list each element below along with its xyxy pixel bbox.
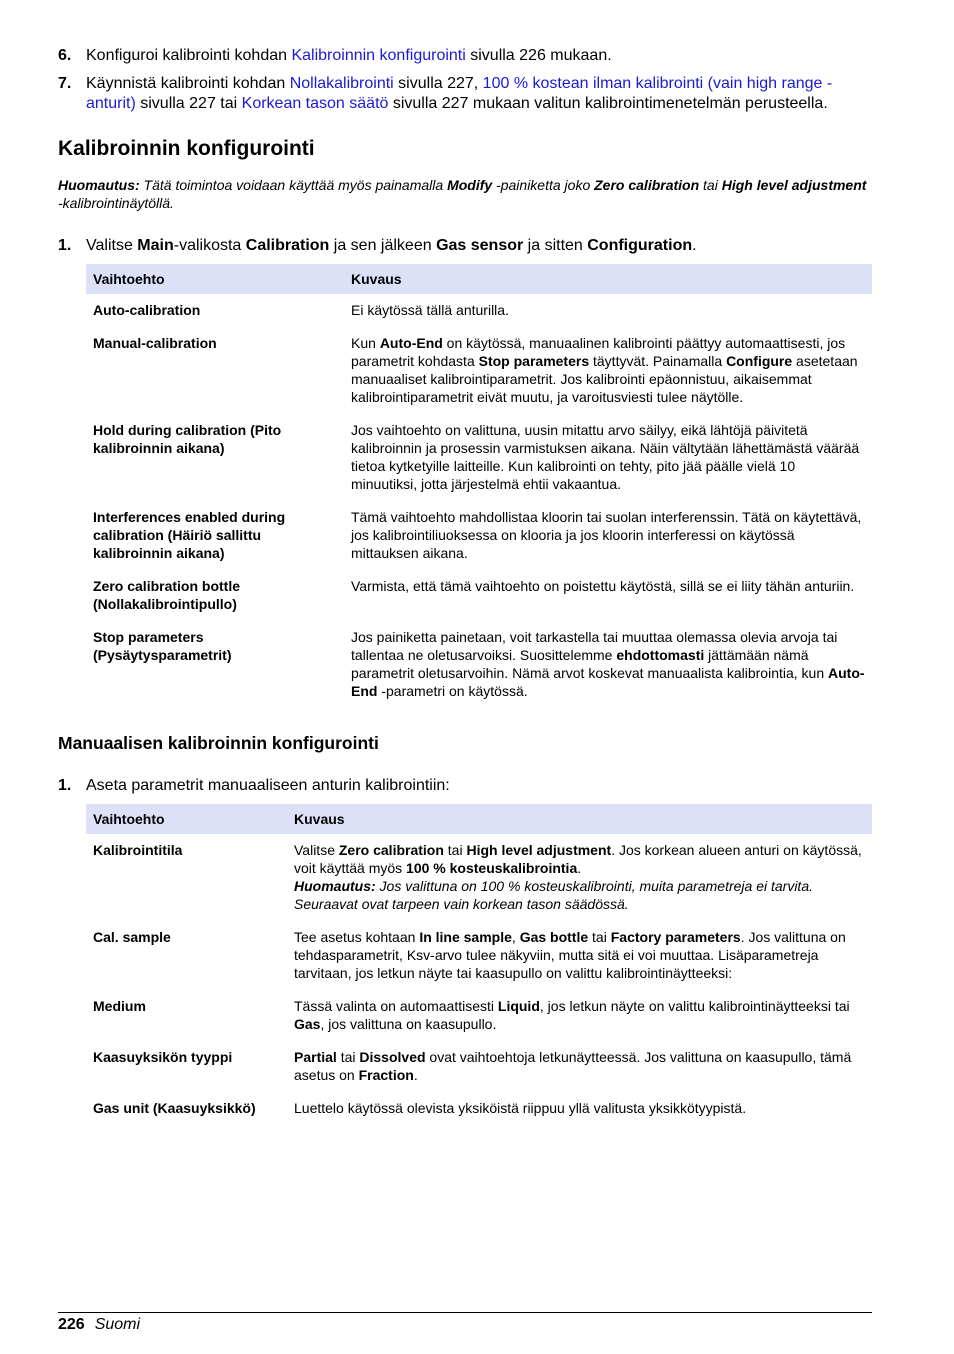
- options-table-calibration: [86, 264, 872, 708]
- option-description: [287, 990, 872, 1041]
- text-run: -kalibrointinäytöllä.: [58, 195, 174, 211]
- option-name: Zero calibration bottle (Nollakalibrointipullo): [93, 578, 241, 612]
- column-header-description: Kuvaus: [344, 264, 872, 294]
- emphasis-text: Gas: [294, 1016, 321, 1032]
- option-name: Hold during calibration (Pito kalibroinnin aikana): [93, 422, 282, 456]
- text-run: Tämä vaihtoehto mahdollistaa kloorin tai suolan interferenssin. Tätä on käytettävä, jos kalibrointiliuoksessa on klooria ja jos kloorin interferessi on käytössä mittauksen aikana.: [351, 509, 862, 561]
- text-run: -parametri on käytössä.: [377, 683, 528, 699]
- text-run: sivulla 227 tai: [135, 95, 242, 112]
- emphasis-text: Dissolved: [359, 1049, 426, 1065]
- text-run: -valikosta: [173, 237, 246, 254]
- table-header-row: [86, 264, 872, 294]
- table-row: [86, 1092, 872, 1125]
- text-run: ja sen jälkeen: [329, 237, 437, 254]
- text-run: Käynnistä kalibrointi kohdan: [86, 75, 290, 92]
- text-run: Konfiguroi kalibrointi kohdan: [86, 47, 292, 64]
- emphasis-text: Modify: [447, 177, 493, 193]
- steps-list: [58, 46, 872, 114]
- emphasis-text: ehdottomasti: [616, 647, 705, 663]
- table-row: [86, 294, 872, 327]
- list-item: [58, 74, 872, 114]
- emphasis-text: Gas sensor: [436, 237, 524, 254]
- option-description: [344, 414, 872, 501]
- table-row: [86, 414, 872, 501]
- text-run: Kun: [351, 335, 380, 351]
- emphasis-text: Liquid: [497, 998, 540, 1014]
- text-run: tai: [443, 842, 467, 858]
- option-description: [344, 501, 872, 570]
- option-name: Interferences enabled during calibration (Häiriö sallittu kalibroinnin aikana): [93, 509, 286, 561]
- text-run: .: [692, 237, 697, 254]
- text-run: Tee asetus kohtaan: [294, 929, 420, 945]
- note-text: [58, 176, 872, 212]
- section-title-manual-calibration-config: Manuaalisen kalibroinnin konfigurointi: [58, 733, 379, 753]
- text-run: Valitse: [294, 842, 339, 858]
- emphasis-text: Huomautus:: [294, 878, 376, 894]
- text-run: , jos valittuna on kaasupullo.: [320, 1016, 497, 1032]
- step-number: 1.: [58, 777, 72, 794]
- emphasis-text: High level adjustment: [466, 842, 612, 858]
- text-run: Aseta parametrit manuaaliseen anturin kalibrointiin:: [86, 777, 450, 794]
- list-item: [58, 776, 872, 796]
- text-run: ja sitten: [523, 237, 588, 254]
- table-row: [86, 834, 872, 921]
- text-run: Varmista, että tämä vaihtoehto on poistettu käytöstä, sillä se ei liity tähän anturiin.: [351, 578, 855, 594]
- emphasis-text: Huomautus:: [58, 177, 140, 193]
- column-header-option: Vaihtoehto: [86, 804, 287, 834]
- page-footer: [58, 1312, 872, 1335]
- cross-reference-link[interactable]: 100 % kostean ilman kalibrointi (vain high range -anturit): [86, 75, 833, 112]
- table-row: [86, 501, 872, 570]
- option-name: Manual-calibration: [93, 335, 217, 351]
- option-name: Auto-calibration: [93, 302, 201, 318]
- text-run: täyttyvät. Painamalla: [589, 353, 727, 369]
- text-run: asetetaan manuaaliset kalibrointiparametrit. Jos kalibrointi epäonnistuu, aikaisemmat kalibrointiparametrit eivät muutu, ja varoitusviesti tulee näytölle.: [351, 353, 858, 405]
- cross-reference-link[interactable]: Kalibroinnin konfigurointi: [291, 47, 466, 64]
- text-run: .: [413, 1067, 418, 1083]
- emphasis-text: Zero calibration: [594, 177, 700, 193]
- footer-language: Suomi: [94, 1316, 141, 1333]
- page-number: 226: [58, 1316, 85, 1333]
- text-run: sivulla 227 mukaan valitun kalibrointimenetelmän perusteella.: [388, 95, 828, 112]
- option-description: [344, 621, 872, 708]
- options-table-manual-calibration: [86, 804, 872, 1125]
- step-number: 1.: [58, 237, 72, 254]
- option-name: Kalibrointitila: [93, 842, 183, 858]
- text-run: ovat vaihtoehtoja letkunäytteessä. Jos valittuna on kaasupullo, tämä asetus on: [294, 1049, 852, 1083]
- text-run: -painiketta joko: [492, 177, 595, 193]
- emphasis-text: Zero calibration: [338, 842, 444, 858]
- text-run: on käytössä, manuaalinen kalibrointi päättyy automaattisesti, jos parametrit kohdasta: [351, 335, 846, 369]
- emphasis-text: Auto-End: [351, 665, 865, 699]
- emphasis-text: Factory parameters: [610, 929, 741, 945]
- text-run: ,: [511, 929, 520, 945]
- option-description: [287, 834, 872, 921]
- text-run: .: [577, 860, 582, 876]
- emphasis-text: Main: [137, 237, 174, 254]
- text-run: jättämään nämä parametrit oletusarvoihin. Nämä arvot koskevat manuaalista kalibrointia, kun: [351, 647, 829, 681]
- emphasis-text: Stop parameters: [478, 353, 590, 369]
- emphasis-text: Fraction: [358, 1067, 414, 1083]
- step-text: [86, 236, 872, 256]
- cross-reference-link[interactable]: Korkean tason säätö: [241, 95, 389, 112]
- list-item: [58, 46, 872, 66]
- emphasis-text: 100 % kosteuskalibrointia: [406, 860, 578, 876]
- step-number: 7.: [58, 75, 72, 92]
- text-run: Jos valittuna on 100 % kosteuskalibrointi, muita parametreja ei tarvita. Seuraavat ovat tarpeen vain korkean tason säädössä.: [294, 878, 814, 912]
- table-header-row: [86, 804, 872, 834]
- table-row: [86, 327, 872, 414]
- table-row: [86, 1041, 872, 1092]
- option-description: [344, 570, 872, 621]
- table-row: [86, 570, 872, 621]
- option-description: [344, 294, 872, 327]
- text-run: Luettelo käytössä olevista yksiköistä riippuu yllä valitusta yksikkötyypistä.: [294, 1100, 747, 1116]
- text-run: sivulla 227,: [393, 75, 483, 92]
- step-text: [86, 46, 872, 66]
- list-item: [58, 236, 872, 256]
- table-row: [86, 921, 872, 990]
- text-run: Valitse: [86, 237, 138, 254]
- step-select-configuration: [58, 236, 872, 256]
- emphasis-text: High level adjustment: [721, 177, 867, 193]
- option-name: Gas unit (Kaasuyksikkö): [93, 1100, 256, 1116]
- emphasis-text: Partial: [294, 1049, 337, 1065]
- step-text: [86, 74, 872, 114]
- emphasis-text: In line sample: [419, 929, 512, 945]
- column-header-description: Kuvaus: [287, 804, 872, 834]
- text-run: sivulla 226 mukaan.: [465, 47, 612, 64]
- text-run: Tässä valinta on automaattisesti: [294, 998, 498, 1014]
- emphasis-text: Gas bottle: [519, 929, 589, 945]
- option-name: Stop parameters (Pysäytysparametrit): [93, 629, 232, 663]
- text-run: Tätä toimintoa voidaan käyttää myös painamalla: [139, 177, 448, 193]
- step-number: 6.: [58, 47, 72, 64]
- emphasis-text: Auto-End: [379, 335, 443, 351]
- emphasis-text: Calibration: [245, 237, 330, 254]
- text-run: . Jos korkean alueen anturi on käytössä, voit käyttää myös: [294, 842, 862, 876]
- step-set-parameters: [58, 776, 872, 796]
- page-content: [58, 46, 872, 1125]
- text-run: Jos painiketta painetaan, voit tarkastella tai muuttaa olemassa olevia arvoja tai tallentaa ne oletusarvoiksi. Suosittelemme: [351, 629, 838, 663]
- column-header-option: Vaihtoehto: [86, 264, 344, 294]
- text-run: tai: [336, 1049, 360, 1065]
- text-run: tai: [588, 929, 611, 945]
- text-run: Ei käytössä tällä anturilla.: [351, 302, 509, 318]
- emphasis-text: Configuration: [587, 237, 693, 254]
- emphasis-text: Configure: [726, 353, 793, 369]
- cross-reference-link[interactable]: Nollakalibrointi: [289, 75, 394, 92]
- option-description: [287, 1041, 872, 1092]
- text-run: Jos vaihtoehto on valittuna, uusin mitattu arvo säilyy, eikä lähtöjä päivitetä kalibroinnin ja prosessin varmistuksen aikana. Näin vältytään lähettämästä väärää tietoa kytketyille laitteille. Kun kalibrointi on tehty, pito jää päälle vielä 10 minuutiksi, jotta järjestelmä ehtii vakaantua.: [351, 422, 860, 492]
- table-row: [86, 990, 872, 1041]
- option-name: Cal. sample: [93, 929, 171, 945]
- text-run: , jos letkun näyte on valittu kalibrointinäytteeksi tai: [539, 998, 850, 1014]
- step-text: [86, 776, 872, 796]
- option-name: Kaasuyksikön tyyppi: [93, 1049, 233, 1065]
- option-description: [344, 327, 872, 414]
- option-name: Medium: [93, 998, 146, 1014]
- option-description: [287, 921, 872, 990]
- table-row: [86, 621, 872, 708]
- option-description: [287, 1092, 872, 1125]
- section-title-calibration-config: Kalibroinnin konfigurointi: [58, 137, 315, 160]
- text-run: . Jos valittuna on tehdasparametrit, Ksv-arvo tulee näkyviin, mutta sitä ei voi muuttaa. Lisäparametreja tarvitaan, jos letkun näyte tai kaasupullo on valittu kalibrointinäytteeksi:: [294, 929, 846, 981]
- text-run: tai: [699, 177, 722, 193]
